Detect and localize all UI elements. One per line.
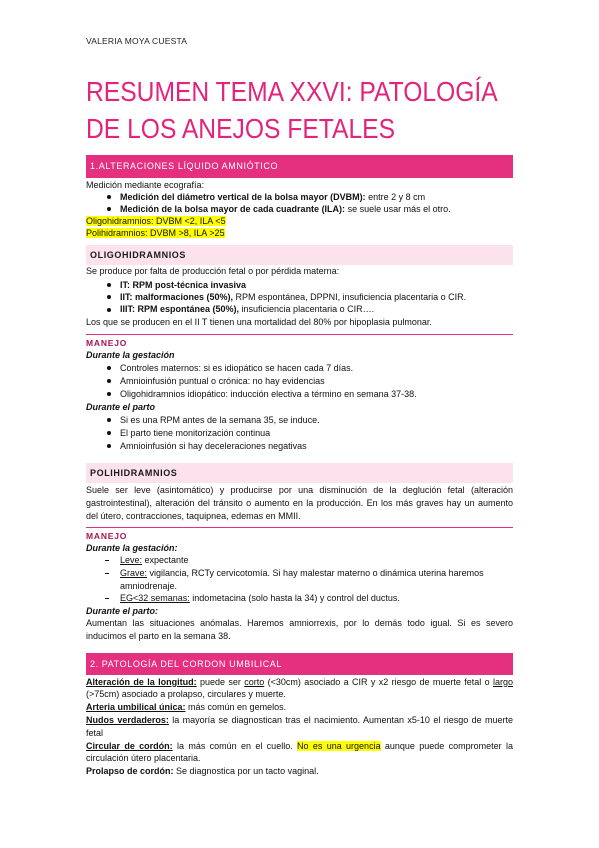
- highlighted-text: Polihidramnios: DVBM >8, ILA >25: [86, 228, 225, 238]
- term-label: Nudos verdaderos:: [86, 715, 169, 726]
- arteria-paragraph: [86, 701, 513, 714]
- list-item-text: vigilancia, RCTy cervicotomía. Si hay malestar materno o dinámica uterina haremos amniodrenaje.: [120, 568, 484, 591]
- gestacion-label: Durante la gestación: [86, 350, 175, 361]
- bullet-icon: [107, 283, 111, 287]
- list-item-label: IT: RPM post-técnica invasiva: [120, 279, 247, 290]
- paragraph-text: más común en gemelos.: [185, 701, 287, 712]
- term-label: Arteria umbilical única:: [86, 701, 186, 712]
- list-item-text: insuficiencia placentaria o CIR….: [239, 304, 375, 315]
- list-item-text: Si es una RPM antes de la semana 35, se induce.: [120, 414, 320, 425]
- list-item-label: Grave:: [120, 568, 148, 578]
- list-item: [86, 414, 513, 427]
- paragraph-text: Se diagnostica por un tacto vaginal.: [173, 765, 319, 776]
- nudos-paragraph: [86, 714, 513, 739]
- list-item-text: RPM espontánea, DPPNI, insuficiencia placentaria o CIR.: [233, 292, 467, 302]
- list-item: [86, 567, 513, 592]
- ecografia-intro: Medición mediante ecografía:: [86, 180, 205, 190]
- longitud-paragraph: [86, 676, 513, 701]
- subsection-heading-oligohidramnios: OLIGOHIDRAMNIOS: [86, 245, 513, 265]
- author-header: VALERIA MOYA CUESTA: [86, 36, 188, 46]
- list-item-label: IIIT: RPM espontánea (50%),: [120, 304, 240, 315]
- list-item-text: Oligohidramnios idiopático: inducción electiva a término en semana 37-38.: [120, 388, 417, 399]
- paragraph-text: aunque puede comprometer la circulación útero placentaria.: [86, 740, 513, 764]
- list-item-text: Controles maternos: si es idiopático se hacen cada 7 días.: [120, 362, 354, 373]
- document-body: [86, 155, 513, 777]
- underlined-term: corto: [244, 676, 265, 687]
- list-item-text: Amnioinfusión si hay deceleraciones negativas: [120, 440, 307, 451]
- dash-marker: [105, 573, 109, 574]
- parto-description: Aumentan las situaciones anómalas. Haremos amniorrexis, por lo demás todo igual. Si es severo inducimos el parto en la semana 38.: [86, 618, 513, 641]
- list-item-text: entre 2 y 8 cm: [365, 192, 426, 202]
- page-title-line-1: RESUMEN TEMA XXVI: PATOLOGÍA: [86, 76, 498, 107]
- list-item-label: EG<32 semanas:: [120, 593, 190, 604]
- manejo-heading: MANEJO: [86, 527, 513, 542]
- subsection-heading-polihidramnios: POLIHIDRAMNIOS: [86, 463, 513, 483]
- dash-marker: [105, 560, 109, 561]
- paragraph-text: puede ser: [196, 676, 245, 687]
- list-item: [86, 191, 513, 203]
- paragraph-text: la más común en el cuello.: [172, 740, 298, 751]
- list-item-text: expectante: [142, 555, 189, 566]
- list-item: [86, 279, 513, 291]
- manejo-heading: MANEJO: [86, 334, 513, 349]
- section-heading-cordon-umbilical: 2. PATOLOGÍA DEL CORDON UMBILICAL: [86, 653, 513, 675]
- bullet-icon: [107, 207, 111, 211]
- dash-marker: [105, 598, 109, 599]
- bullet-icon: [107, 195, 111, 199]
- oligohidramnios-criteria: [86, 215, 513, 227]
- underlined-term: largo: [492, 676, 513, 687]
- bullet-icon: [107, 379, 111, 383]
- list-item: [86, 303, 513, 315]
- prolapso-paragraph: [86, 765, 513, 778]
- parto-label: Durante el parto: [86, 401, 156, 412]
- list-item-label: IIT: malformaciones (50%),: [120, 292, 234, 302]
- list-item: [86, 203, 513, 215]
- bullet-icon: [107, 295, 111, 299]
- paragraph-text: (>75cm) asociado a prolapso, circulares y muerte.: [86, 689, 286, 700]
- list-item-label: Medición de la bolsa mayor de cada cuadrante (ILA):: [120, 204, 346, 214]
- oligohidramnios-intro: Se produce por falta de producción fetal o por pérdida materna:: [86, 266, 340, 276]
- list-item-label: Medición del diámetro vertical de la bolsa mayor (DVBM):: [120, 192, 366, 202]
- paragraph-text: la mayoría se diagnostican tras el nacimiento. Aumentan x5-10 el riesgo de muerte fetal: [86, 715, 513, 738]
- polihidramnios-description: Suele ser leve (asintomático) y producirse por una disminución de la deglución fetal (alteración gastrointestinal), alteración del tránsito o aumento en la producción. En los más graves hay un aumento del útero, contracciones, taquipnea, edemas en MMII.: [86, 484, 513, 521]
- list-item: [86, 388, 513, 401]
- bullet-icon: [107, 308, 111, 312]
- polihidramnios-criteria: [86, 227, 513, 239]
- bullet-icon: [107, 418, 111, 422]
- list-item: [86, 375, 513, 388]
- list-item-text: se suele usar más el otro.: [345, 204, 451, 214]
- section-heading-liquido-amniotico: 1.ALTERACIONES LÍQUIDO AMNIÓTICO: [86, 155, 513, 178]
- circular-paragraph: [86, 740, 513, 765]
- list-item-text: El parto tiene monitorización continua: [120, 427, 271, 438]
- mortality-note: Los que se producen en el II T tienen una mortalidad del 80% por hipoplasia pulmonar.: [86, 316, 432, 327]
- term-label: Circular de cordón:: [86, 740, 173, 751]
- gestacion-label: Durante la gestación:: [86, 542, 178, 553]
- list-item: [86, 592, 513, 605]
- list-item: [86, 427, 513, 440]
- bullet-icon: [107, 366, 111, 370]
- bullet-icon: [107, 392, 111, 396]
- highlighted-text: Oligohidramnios: DVBM <2, ILA <5: [86, 216, 226, 226]
- bullet-icon: [107, 444, 111, 448]
- list-item: [86, 291, 513, 303]
- page-title: [86, 73, 554, 147]
- list-item: [86, 554, 513, 567]
- list-item-label: Leve:: [120, 555, 143, 566]
- paragraph-text: (<30cm) asociado a CIR y x2 riesgo de muerte fetal o: [264, 676, 493, 687]
- bullet-icon: [107, 431, 111, 435]
- list-item: [86, 440, 513, 453]
- page-title-line-2: DE LOS ANEJOS FETALES: [86, 113, 396, 144]
- term-label: Prolapso de cordón:: [86, 765, 174, 776]
- parto-label: Durante el parto:: [86, 605, 159, 616]
- term-label: Alteración de la longitud:: [86, 676, 197, 687]
- highlighted-text: No es una urgencia: [297, 740, 381, 751]
- list-item-text: Amnioinfusión puntual o crónica: no hay evidencias: [120, 375, 325, 386]
- list-item: [86, 362, 513, 375]
- list-item-text: indometacina (solo hasta la 34) y control del ductus.: [189, 593, 400, 604]
